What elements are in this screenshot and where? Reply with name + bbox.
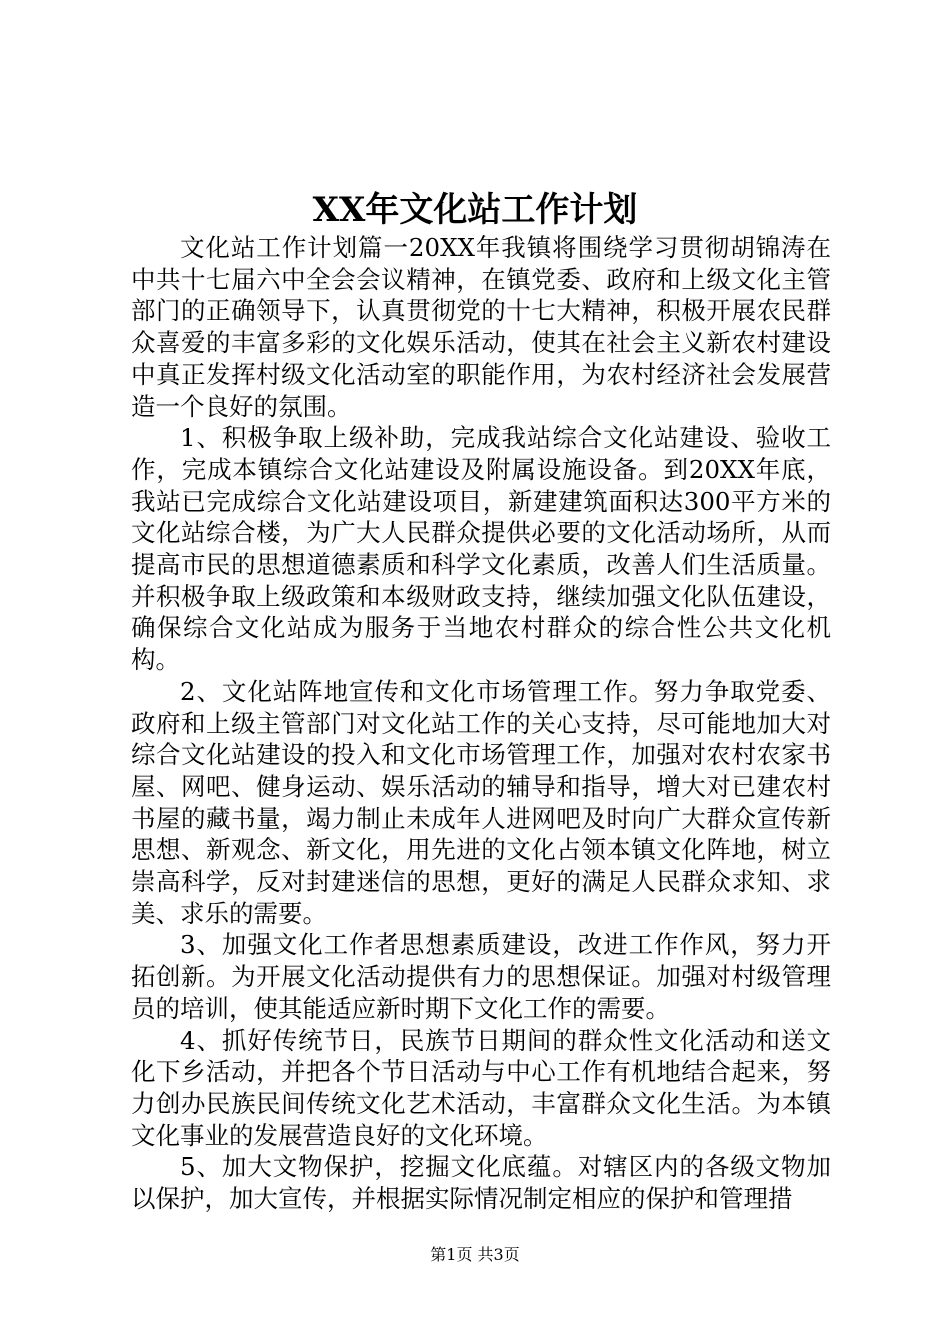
paragraph-item-3: 3、加强文化工作者思想素质建设，改进工作作风，努力开拓创新。为开展文化活动提供有力的思想保证。加强对村级管理员的培训，使其能适应新时期下文化工作的需要。: [131, 930, 831, 1023]
paragraph-intro: 文化站工作计划篇一20XX年我镇将围绕学习贯彻胡锦涛在中共十七届六中全会会议精神，在镇党委、政府和上级文化主管部门的正确领导下，认真贯彻党的十七大精神，积极开展农民群众喜爱的丰富多彩的文化娱乐活动，使其在社会主义新农村建设中真正发挥村级文化活动室的职能作用，为农村经济社会发展营造一个良好的氛围。: [131, 233, 831, 421]
paragraph-item-1: 1、积极争取上级补助，完成我站综合文化站建设、验收工作，完成本镇综合文化站建设及附属设施设备。到20XX年底，我站已完成综合文化站建设项目，新建建筑面积达300平方米的文化站综合楼，为广大人民群众提供必要的文化活动场所，从而提高市民的思想道德素质和科学文化素质，改善人们生活质量。并积极争取上级政策和本级财政支持，继续加强文化队伍建设，确保综合文化站成为服务于当地农村群众的综合性公共文化机构。: [131, 423, 831, 675]
paragraph-item-5: 5、加大文物保护，挖掘文化底蕴。对辖区内的各级文物加以保护，加大宣传，并根据实际情况制定相应的保护和管理措: [131, 1152, 831, 1214]
page-number-footer: 第1页 共3页: [430, 1245, 520, 1264]
paragraph-item-4: 4、抓好传统节日，民族节日期间的群众性文化活动和送文化下乡活动，并把各个节日活动与中心工作有机地结合起来，努力创办民族民间传统文化艺术活动，丰富群众文化生活。为本镇文化事业的发展营造良好的文化环境。: [131, 1025, 831, 1150]
document-title: XX年文化站工作计划: [312, 190, 638, 230]
paragraph-item-2: 2、文化站阵地宣传和文化市场管理工作。努力争取党委、政府和上级主管部门对文化站工作的关心支持，尽可能地加大对综合文化站建设的投入和文化市场管理工作，加强对农村农家书屋、网吧、健身运动、娱乐活动的辅导和指导，增大对已建农村书屋的藏书量，竭力制止未成年人进网吧及时向广大群众宣传新思想、新观念、新文化，用先进的文化占领本镇文化阵地，树立崇高科学，反对封建迷信的思想，更好的满足人民群众求知、求美、求乐的需要。: [131, 676, 831, 928]
document-body: [131, 232, 831, 1215]
